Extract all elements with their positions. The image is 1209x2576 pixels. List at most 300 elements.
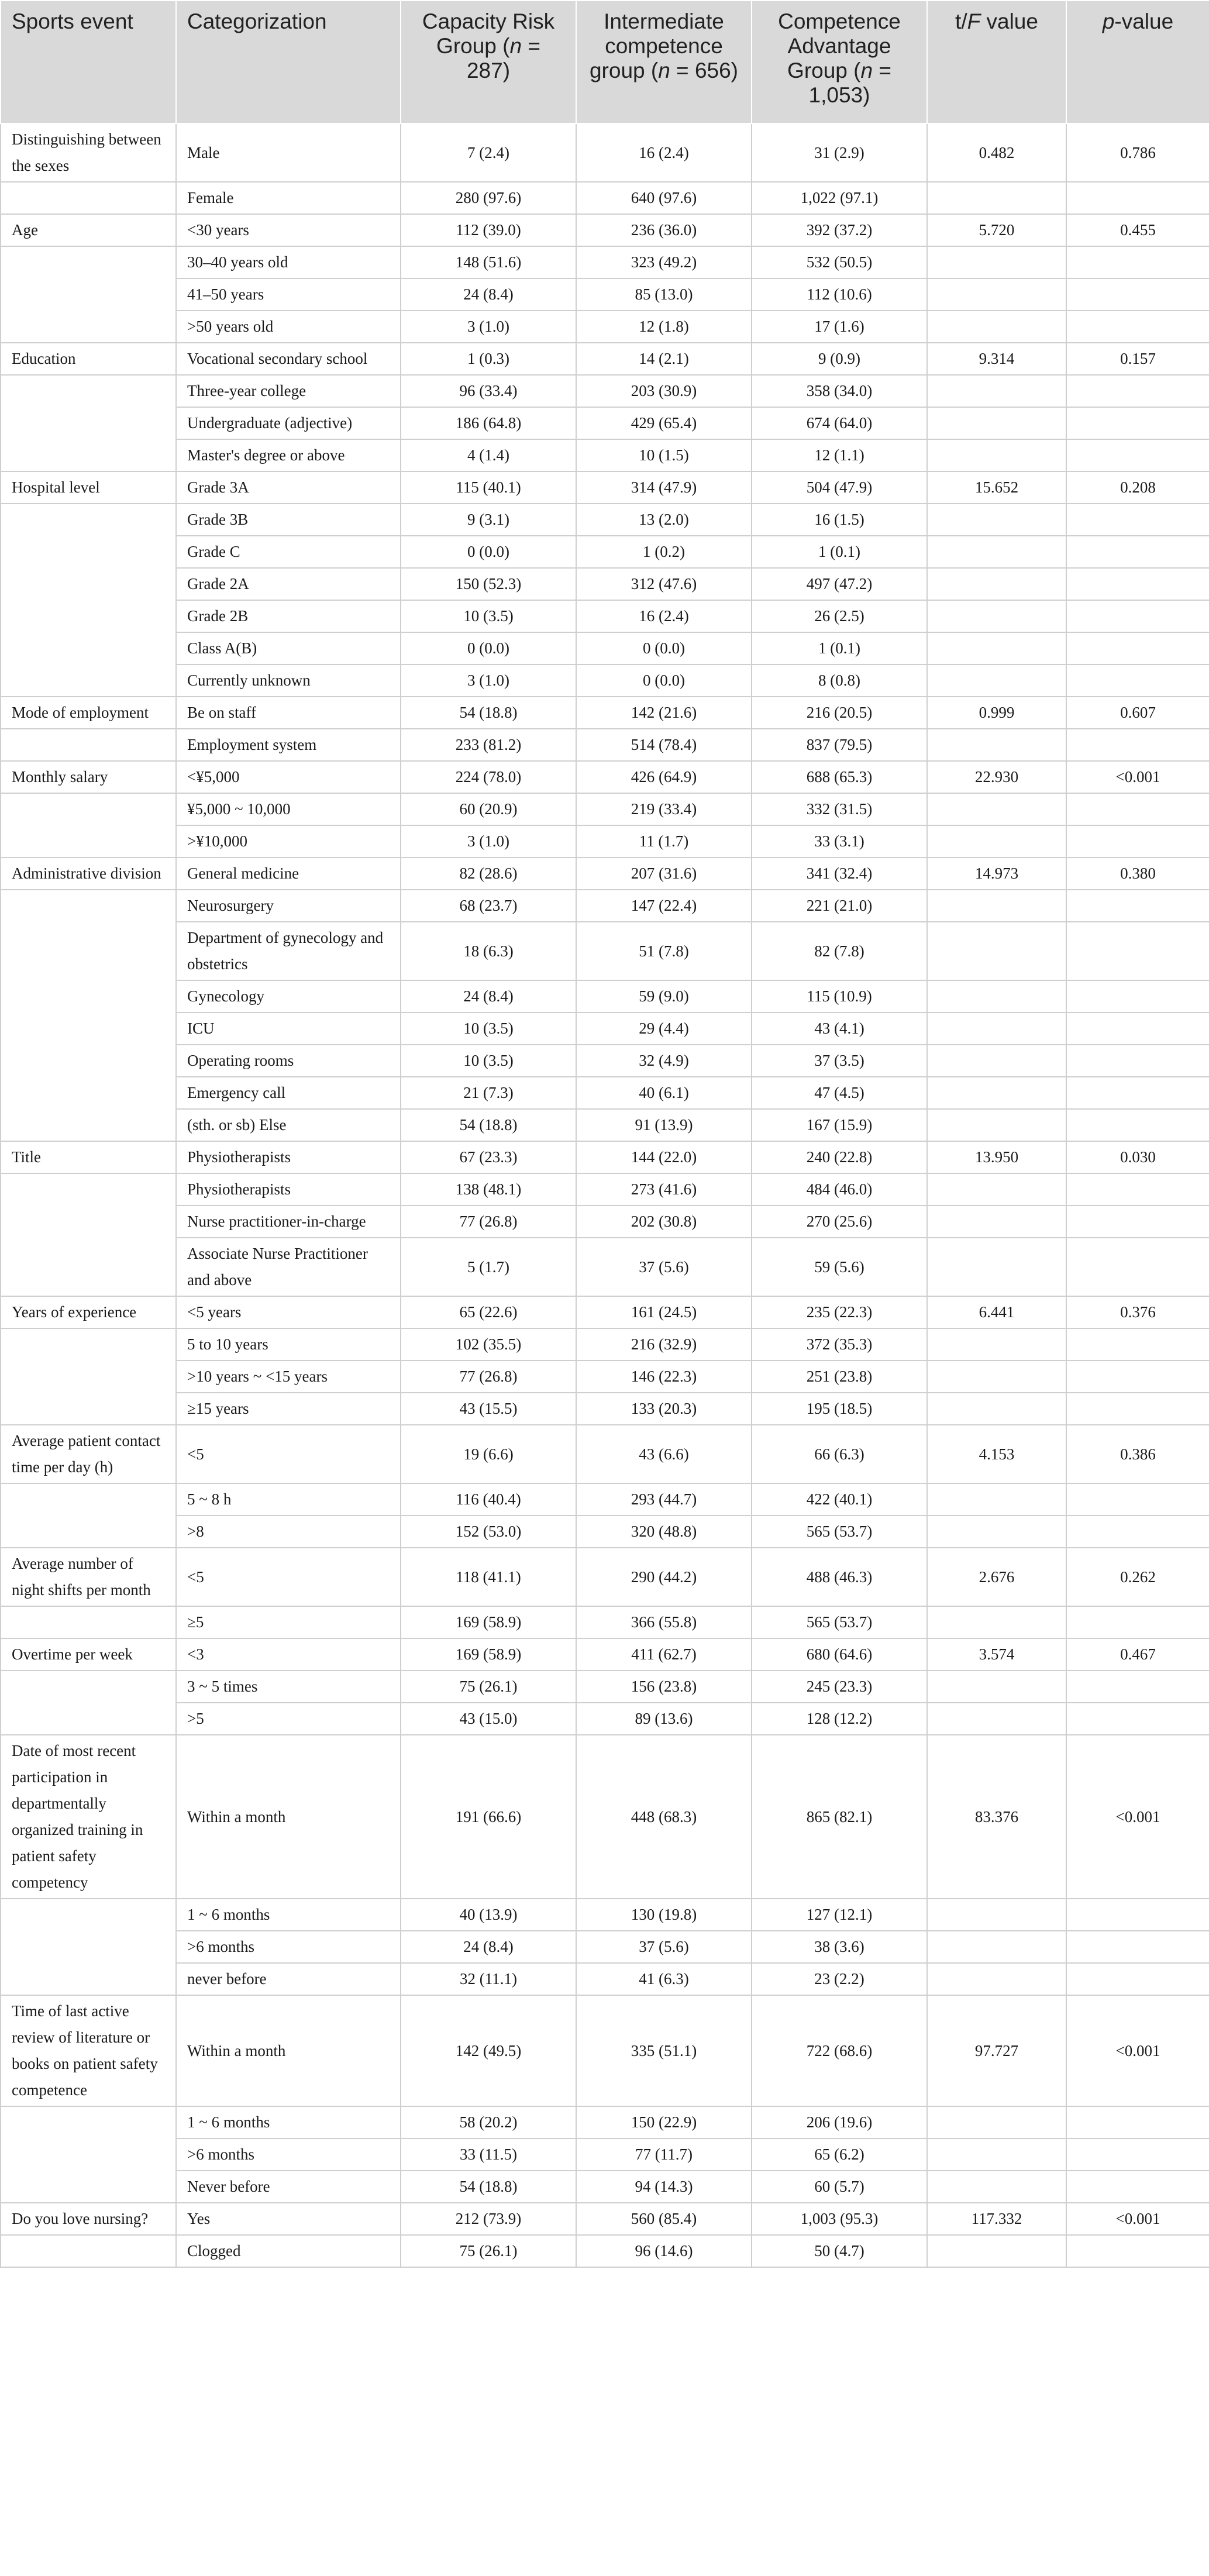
- p-value-cell: 0.376: [1066, 1296, 1209, 1328]
- sports-event-spacer: [1, 2106, 176, 2203]
- categorization-cell: Grade 3B: [176, 504, 401, 536]
- sports-event-label: Hospital level: [1, 471, 176, 504]
- tf-value-cell: 9.314: [927, 343, 1066, 375]
- categorization-cell: 1 ~ 6 months: [176, 1899, 401, 1931]
- p-value-cell: 0.262: [1066, 1548, 1209, 1606]
- table-row: [1, 1238, 1209, 1296]
- table-row: [1, 123, 1209, 182]
- intermediate-cell: 0 (0.0): [576, 664, 752, 697]
- sports-event-spacer: [1, 1328, 176, 1425]
- intermediate-cell: 29 (4.4): [576, 1013, 752, 1045]
- categorization-cell: never before: [176, 1963, 401, 1995]
- table-row: [1, 568, 1209, 600]
- p-value-cell: [1066, 407, 1209, 439]
- advantage-cell: 504 (47.9): [752, 471, 927, 504]
- advantage-cell: 128 (12.2): [752, 1703, 927, 1735]
- intermediate-cell: 312 (47.6): [576, 568, 752, 600]
- p-value-cell: [1066, 632, 1209, 664]
- advantage-cell: 392 (37.2): [752, 214, 927, 246]
- table-row: [1, 697, 1209, 729]
- sports-event-label: Distinguishing between the sexes: [1, 123, 176, 182]
- advantage-cell: 66 (6.3): [752, 1425, 927, 1483]
- categorization-cell: Clogged: [176, 2235, 401, 2267]
- categorization-cell: Department of gynecology and obstetrics: [176, 922, 401, 980]
- header-row: [1, 1, 1209, 123]
- p-value-cell: [1066, 1483, 1209, 1516]
- tf-value-cell: [927, 1206, 1066, 1238]
- p-value-cell: 0.380: [1066, 857, 1209, 890]
- advantage-cell: 33 (3.1): [752, 825, 927, 857]
- tf-value-cell: [927, 504, 1066, 536]
- categorization-cell: Three-year college: [176, 375, 401, 407]
- table-row: [1, 1899, 1209, 1931]
- intermediate-cell: 12 (1.8): [576, 311, 752, 343]
- advantage-cell: 167 (15.9): [752, 1109, 927, 1141]
- table-row: [1, 1361, 1209, 1393]
- capacity-risk-cell: 148 (51.6): [401, 246, 576, 278]
- tf-value-cell: [927, 1361, 1066, 1393]
- advantage-cell: 1 (0.1): [752, 536, 927, 568]
- categorization-cell: (sth. or sb) Else: [176, 1109, 401, 1141]
- capacity-risk-cell: 142 (49.5): [401, 1995, 576, 2106]
- advantage-cell: 565 (53.7): [752, 1606, 927, 1638]
- categorization-cell: 5 to 10 years: [176, 1328, 401, 1361]
- capacity-risk-cell: 280 (97.6): [401, 182, 576, 214]
- advantage-cell: 341 (32.4): [752, 857, 927, 890]
- intermediate-cell: 314 (47.9): [576, 471, 752, 504]
- intermediate-cell: 133 (20.3): [576, 1393, 752, 1425]
- table-row: [1, 214, 1209, 246]
- advantage-cell: 674 (64.0): [752, 407, 927, 439]
- categorization-cell: Female: [176, 182, 401, 214]
- categorization-cell: 5 ~ 8 h: [176, 1483, 401, 1516]
- categorization-cell: <5 years: [176, 1296, 401, 1328]
- sports-event-label: Age: [1, 214, 176, 246]
- capacity-risk-cell: 24 (8.4): [401, 278, 576, 311]
- intermediate-cell: 37 (5.6): [576, 1931, 752, 1963]
- tf-value-cell: [927, 1963, 1066, 1995]
- intermediate-cell: 94 (14.3): [576, 2171, 752, 2203]
- advantage-cell: 221 (21.0): [752, 890, 927, 922]
- header-intermediate-group: Intermediate competence group (n = 656): [576, 1, 752, 123]
- intermediate-cell: 560 (85.4): [576, 2203, 752, 2235]
- tf-value-cell: [927, 536, 1066, 568]
- p-value-cell: [1066, 246, 1209, 278]
- p-value-cell: [1066, 890, 1209, 922]
- intermediate-cell: 236 (36.0): [576, 214, 752, 246]
- sports-event-label: Do you love nursing?: [1, 2203, 176, 2235]
- table-row: [1, 504, 1209, 536]
- capacity-risk-cell: 115 (40.1): [401, 471, 576, 504]
- categorization-cell: 30–40 years old: [176, 246, 401, 278]
- p-value-cell: [1066, 278, 1209, 311]
- capacity-risk-cell: 116 (40.4): [401, 1483, 576, 1516]
- advantage-cell: 60 (5.7): [752, 2171, 927, 2203]
- tf-value-cell: [927, 2138, 1066, 2171]
- capacity-risk-cell: 0 (0.0): [401, 536, 576, 568]
- capacity-risk-cell: 0 (0.0): [401, 632, 576, 664]
- sports-event-label: Monthly salary: [1, 761, 176, 793]
- advantage-cell: 31 (2.9): [752, 123, 927, 182]
- p-value-cell: [1066, 600, 1209, 632]
- tf-value-cell: [927, 980, 1066, 1013]
- table-row: [1, 1328, 1209, 1361]
- capacity-risk-cell: 186 (64.8): [401, 407, 576, 439]
- tf-value-cell: [927, 1703, 1066, 1735]
- advantage-cell: 65 (6.2): [752, 2138, 927, 2171]
- tf-value-cell: [927, 664, 1066, 697]
- categorization-cell: ICU: [176, 1013, 401, 1045]
- advantage-cell: 23 (2.2): [752, 1963, 927, 1995]
- tf-value-cell: 83.376: [927, 1735, 1066, 1899]
- advantage-cell: 43 (4.1): [752, 1013, 927, 1045]
- sports-event-spacer: [1, 1483, 176, 1548]
- tf-value-cell: [927, 1393, 1066, 1425]
- capacity-risk-cell: 150 (52.3): [401, 568, 576, 600]
- capacity-risk-cell: 10 (3.5): [401, 600, 576, 632]
- p-value-cell: [1066, 2138, 1209, 2171]
- intermediate-cell: 89 (13.6): [576, 1703, 752, 1735]
- intermediate-cell: 219 (33.4): [576, 793, 752, 825]
- capacity-risk-cell: 82 (28.6): [401, 857, 576, 890]
- capacity-risk-cell: 58 (20.2): [401, 2106, 576, 2138]
- p-value-cell: [1066, 182, 1209, 214]
- sports-event-spacer: [1, 246, 176, 343]
- p-value-cell: <0.001: [1066, 2203, 1209, 2235]
- categorization-cell: <5: [176, 1548, 401, 1606]
- p-value-cell: [1066, 1516, 1209, 1548]
- categorization-cell: Master's degree or above: [176, 439, 401, 471]
- table-row: [1, 1735, 1209, 1899]
- capacity-risk-cell: 33 (11.5): [401, 2138, 576, 2171]
- tf-value-cell: [927, 1899, 1066, 1931]
- advantage-cell: 251 (23.8): [752, 1361, 927, 1393]
- p-value-cell: [1066, 2235, 1209, 2267]
- tf-value-cell: 2.676: [927, 1548, 1066, 1606]
- table-row: [1, 1931, 1209, 1963]
- advantage-cell: 37 (3.5): [752, 1045, 927, 1077]
- p-value-cell: [1066, 439, 1209, 471]
- intermediate-cell: 43 (6.6): [576, 1425, 752, 1483]
- categorization-cell: ≥5: [176, 1606, 401, 1638]
- capacity-risk-cell: 54 (18.8): [401, 2171, 576, 2203]
- sports-event-spacer: [1, 2235, 176, 2267]
- categorization-cell: Grade 2B: [176, 600, 401, 632]
- p-value-cell: [1066, 922, 1209, 980]
- capacity-risk-cell: 152 (53.0): [401, 1516, 576, 1548]
- capacity-risk-cell: 43 (15.5): [401, 1393, 576, 1425]
- capacity-risk-cell: 118 (41.1): [401, 1548, 576, 1606]
- table-row: [1, 1109, 1209, 1141]
- categorization-cell: Male: [176, 123, 401, 182]
- p-value-cell: [1066, 1899, 1209, 1931]
- categorization-cell: Grade 2A: [176, 568, 401, 600]
- tf-value-cell: [927, 439, 1066, 471]
- capacity-risk-cell: 102 (35.5): [401, 1328, 576, 1361]
- categorization-cell: Gynecology: [176, 980, 401, 1013]
- advantage-cell: 245 (23.3): [752, 1671, 927, 1703]
- categorization-cell: Grade 3A: [176, 471, 401, 504]
- categorization-cell: >8: [176, 1516, 401, 1548]
- table-row: [1, 278, 1209, 311]
- advantage-cell: 565 (53.7): [752, 1516, 927, 1548]
- intermediate-cell: 16 (2.4): [576, 123, 752, 182]
- intermediate-cell: 96 (14.6): [576, 2235, 752, 2267]
- intermediate-cell: 203 (30.9): [576, 375, 752, 407]
- p-value-cell: [1066, 1013, 1209, 1045]
- intermediate-cell: 147 (22.4): [576, 890, 752, 922]
- categorization-cell: <5: [176, 1425, 401, 1483]
- table-row: [1, 182, 1209, 214]
- tf-value-cell: 5.720: [927, 214, 1066, 246]
- tf-value-cell: 13.950: [927, 1141, 1066, 1173]
- intermediate-cell: 514 (78.4): [576, 729, 752, 761]
- capacity-risk-cell: 19 (6.6): [401, 1425, 576, 1483]
- p-value-cell: [1066, 1931, 1209, 1963]
- intermediate-cell: 273 (41.6): [576, 1173, 752, 1206]
- advantage-cell: 1,003 (95.3): [752, 2203, 927, 2235]
- intermediate-cell: 85 (13.0): [576, 278, 752, 311]
- tf-value-cell: [927, 1238, 1066, 1296]
- advantage-cell: 865 (82.1): [752, 1735, 927, 1899]
- tf-value-cell: [927, 278, 1066, 311]
- tf-value-cell: [927, 2106, 1066, 2138]
- intermediate-cell: 207 (31.6): [576, 857, 752, 890]
- advantage-cell: 127 (12.1): [752, 1899, 927, 1931]
- intermediate-cell: 16 (2.4): [576, 600, 752, 632]
- capacity-risk-cell: 77 (26.8): [401, 1361, 576, 1393]
- tf-value-cell: [927, 1328, 1066, 1361]
- intermediate-cell: 411 (62.7): [576, 1638, 752, 1671]
- sports-event-spacer: [1, 504, 176, 697]
- tf-value-cell: 3.574: [927, 1638, 1066, 1671]
- advantage-cell: 38 (3.6): [752, 1931, 927, 1963]
- intermediate-cell: 216 (32.9): [576, 1328, 752, 1361]
- categorization-cell: Class A(B): [176, 632, 401, 664]
- categorization-cell: Within a month: [176, 1735, 401, 1899]
- advantage-cell: 82 (7.8): [752, 922, 927, 980]
- tf-value-cell: [927, 2171, 1066, 2203]
- header-categorization: Categorization: [176, 1, 401, 123]
- capacity-risk-cell: 24 (8.4): [401, 1931, 576, 1963]
- table-row: [1, 2203, 1209, 2235]
- sports-event-spacer: [1, 793, 176, 857]
- table-row: [1, 1296, 1209, 1328]
- sports-event-spacer: [1, 182, 176, 214]
- sports-event-label: Date of most recent participation in departmentally organized training in patient safety competency: [1, 1735, 176, 1899]
- capacity-risk-cell: 60 (20.9): [401, 793, 576, 825]
- intermediate-cell: 1 (0.2): [576, 536, 752, 568]
- categorization-cell: Employment system: [176, 729, 401, 761]
- table-row: [1, 729, 1209, 761]
- intermediate-cell: 640 (97.6): [576, 182, 752, 214]
- intermediate-cell: 13 (2.0): [576, 504, 752, 536]
- table-row: [1, 922, 1209, 980]
- capacity-risk-cell: 65 (22.6): [401, 1296, 576, 1328]
- intermediate-cell: 156 (23.8): [576, 1671, 752, 1703]
- capacity-risk-cell: 24 (8.4): [401, 980, 576, 1013]
- capacity-risk-cell: 7 (2.4): [401, 123, 576, 182]
- p-value-cell: [1066, 568, 1209, 600]
- advantage-cell: 195 (18.5): [752, 1393, 927, 1425]
- capacity-risk-cell: 77 (26.8): [401, 1206, 576, 1238]
- table-row: [1, 1548, 1209, 1606]
- p-value-cell: [1066, 1238, 1209, 1296]
- p-value-cell: [1066, 536, 1209, 568]
- p-value-cell: [1066, 504, 1209, 536]
- capacity-risk-cell: 40 (13.9): [401, 1899, 576, 1931]
- advantage-cell: 240 (22.8): [752, 1141, 927, 1173]
- p-value-cell: [1066, 664, 1209, 697]
- intermediate-cell: 40 (6.1): [576, 1077, 752, 1109]
- table-row: [1, 1045, 1209, 1077]
- tf-value-cell: [927, 2235, 1066, 2267]
- categorization-cell: >¥10,000: [176, 825, 401, 857]
- tf-value-cell: [927, 311, 1066, 343]
- advantage-cell: 532 (50.5): [752, 246, 927, 278]
- tf-value-cell: [927, 600, 1066, 632]
- intermediate-cell: 323 (49.2): [576, 246, 752, 278]
- p-value-cell: [1066, 1671, 1209, 1703]
- categorization-cell: Yes: [176, 2203, 401, 2235]
- table-row: [1, 600, 1209, 632]
- categorization-cell: ¥5,000 ~ 10,000: [176, 793, 401, 825]
- intermediate-cell: 290 (44.2): [576, 1548, 752, 1606]
- sports-event-spacer: [1, 729, 176, 761]
- advantage-cell: 216 (20.5): [752, 697, 927, 729]
- intermediate-cell: 161 (24.5): [576, 1296, 752, 1328]
- tf-value-cell: [927, 729, 1066, 761]
- table-row: [1, 1393, 1209, 1425]
- tf-value-cell: 117.332: [927, 2203, 1066, 2235]
- header-capacity-risk-group: Capacity Risk Group (n = 287): [401, 1, 576, 123]
- categorization-cell: >6 months: [176, 1931, 401, 1963]
- intermediate-cell: 335 (51.1): [576, 1995, 752, 2106]
- categorization-cell: Within a month: [176, 1995, 401, 2106]
- sports-event-spacer: [1, 375, 176, 471]
- capacity-risk-cell: 54 (18.8): [401, 1109, 576, 1141]
- tf-value-cell: 0.999: [927, 697, 1066, 729]
- advantage-cell: 688 (65.3): [752, 761, 927, 793]
- advantage-cell: 1 (0.1): [752, 632, 927, 664]
- categorization-cell: Emergency call: [176, 1077, 401, 1109]
- advantage-cell: 26 (2.5): [752, 600, 927, 632]
- categorization-cell: Physiotherapists: [176, 1141, 401, 1173]
- table-row: [1, 825, 1209, 857]
- sports-event-label: Average number of night shifts per month: [1, 1548, 176, 1606]
- categorization-cell: Operating rooms: [176, 1045, 401, 1077]
- table-row: [1, 246, 1209, 278]
- sports-event-label: Mode of employment: [1, 697, 176, 729]
- table-row: [1, 1173, 1209, 1206]
- tf-value-cell: 22.930: [927, 761, 1066, 793]
- advantage-cell: 8 (0.8): [752, 664, 927, 697]
- categorization-cell: >6 months: [176, 2138, 401, 2171]
- table-row: [1, 761, 1209, 793]
- categorization-cell: General medicine: [176, 857, 401, 890]
- capacity-risk-cell: 224 (78.0): [401, 761, 576, 793]
- table-row: [1, 2106, 1209, 2138]
- p-value-cell: 0.030: [1066, 1141, 1209, 1173]
- sports-event-spacer: [1, 890, 176, 1141]
- table-row: [1, 471, 1209, 504]
- table-row: [1, 1141, 1209, 1173]
- capacity-risk-cell: 233 (81.2): [401, 729, 576, 761]
- intermediate-cell: 130 (19.8): [576, 1899, 752, 1931]
- categorization-cell: ≥15 years: [176, 1393, 401, 1425]
- intermediate-cell: 51 (7.8): [576, 922, 752, 980]
- p-value-cell: [1066, 1703, 1209, 1735]
- p-value-cell: [1066, 311, 1209, 343]
- capacity-risk-cell: 21 (7.3): [401, 1077, 576, 1109]
- intermediate-cell: 426 (64.9): [576, 761, 752, 793]
- intermediate-cell: 37 (5.6): [576, 1238, 752, 1296]
- table-row: [1, 2138, 1209, 2171]
- capacity-risk-cell: 54 (18.8): [401, 697, 576, 729]
- intermediate-cell: 293 (44.7): [576, 1483, 752, 1516]
- categorization-cell: Undergraduate (adjective): [176, 407, 401, 439]
- sports-event-spacer: [1, 1899, 176, 1995]
- tf-value-cell: [927, 793, 1066, 825]
- p-value-cell: [1066, 1045, 1209, 1077]
- categorization-cell: <3: [176, 1638, 401, 1671]
- capacity-risk-cell: 32 (11.1): [401, 1963, 576, 1995]
- sports-event-label: Title: [1, 1141, 176, 1173]
- tf-value-cell: [927, 922, 1066, 980]
- categorization-cell: <¥5,000: [176, 761, 401, 793]
- tf-value-cell: [927, 1045, 1066, 1077]
- tf-value-cell: 15.652: [927, 471, 1066, 504]
- categorization-cell: <30 years: [176, 214, 401, 246]
- tf-value-cell: 14.973: [927, 857, 1066, 890]
- tf-value-cell: [927, 1516, 1066, 1548]
- table-row: [1, 1671, 1209, 1703]
- capacity-risk-cell: 212 (73.9): [401, 2203, 576, 2235]
- advantage-cell: 422 (40.1): [752, 1483, 927, 1516]
- capacity-risk-cell: 96 (33.4): [401, 375, 576, 407]
- p-value-cell: [1066, 1109, 1209, 1141]
- categorization-cell: Physiotherapists: [176, 1173, 401, 1206]
- capacity-risk-cell: 67 (23.3): [401, 1141, 576, 1173]
- tf-value-cell: [927, 182, 1066, 214]
- categorization-cell: 3 ~ 5 times: [176, 1671, 401, 1703]
- advantage-cell: 484 (46.0): [752, 1173, 927, 1206]
- capacity-risk-cell: 75 (26.1): [401, 2235, 576, 2267]
- table-row: [1, 1638, 1209, 1671]
- p-value-cell: <0.001: [1066, 1995, 1209, 2106]
- advantage-cell: 680 (64.6): [752, 1638, 927, 1671]
- intermediate-cell: 77 (11.7): [576, 2138, 752, 2171]
- capacity-risk-cell: 112 (39.0): [401, 214, 576, 246]
- advantage-cell: 497 (47.2): [752, 568, 927, 600]
- table-row: [1, 632, 1209, 664]
- p-value-cell: [1066, 1606, 1209, 1638]
- table-row: [1, 1425, 1209, 1483]
- intermediate-cell: 429 (65.4): [576, 407, 752, 439]
- advantage-cell: 235 (22.3): [752, 1296, 927, 1328]
- advantage-cell: 47 (4.5): [752, 1077, 927, 1109]
- capacity-risk-cell: 10 (3.5): [401, 1013, 576, 1045]
- capacity-risk-cell: 169 (58.9): [401, 1638, 576, 1671]
- categorization-cell: Neurosurgery: [176, 890, 401, 922]
- table-row: [1, 664, 1209, 697]
- tf-value-cell: [927, 407, 1066, 439]
- capacity-risk-cell: 75 (26.1): [401, 1671, 576, 1703]
- intermediate-cell: 59 (9.0): [576, 980, 752, 1013]
- p-value-cell: 0.786: [1066, 123, 1209, 182]
- header-sports-event: Sports event: [1, 1, 176, 123]
- table-row: [1, 2235, 1209, 2267]
